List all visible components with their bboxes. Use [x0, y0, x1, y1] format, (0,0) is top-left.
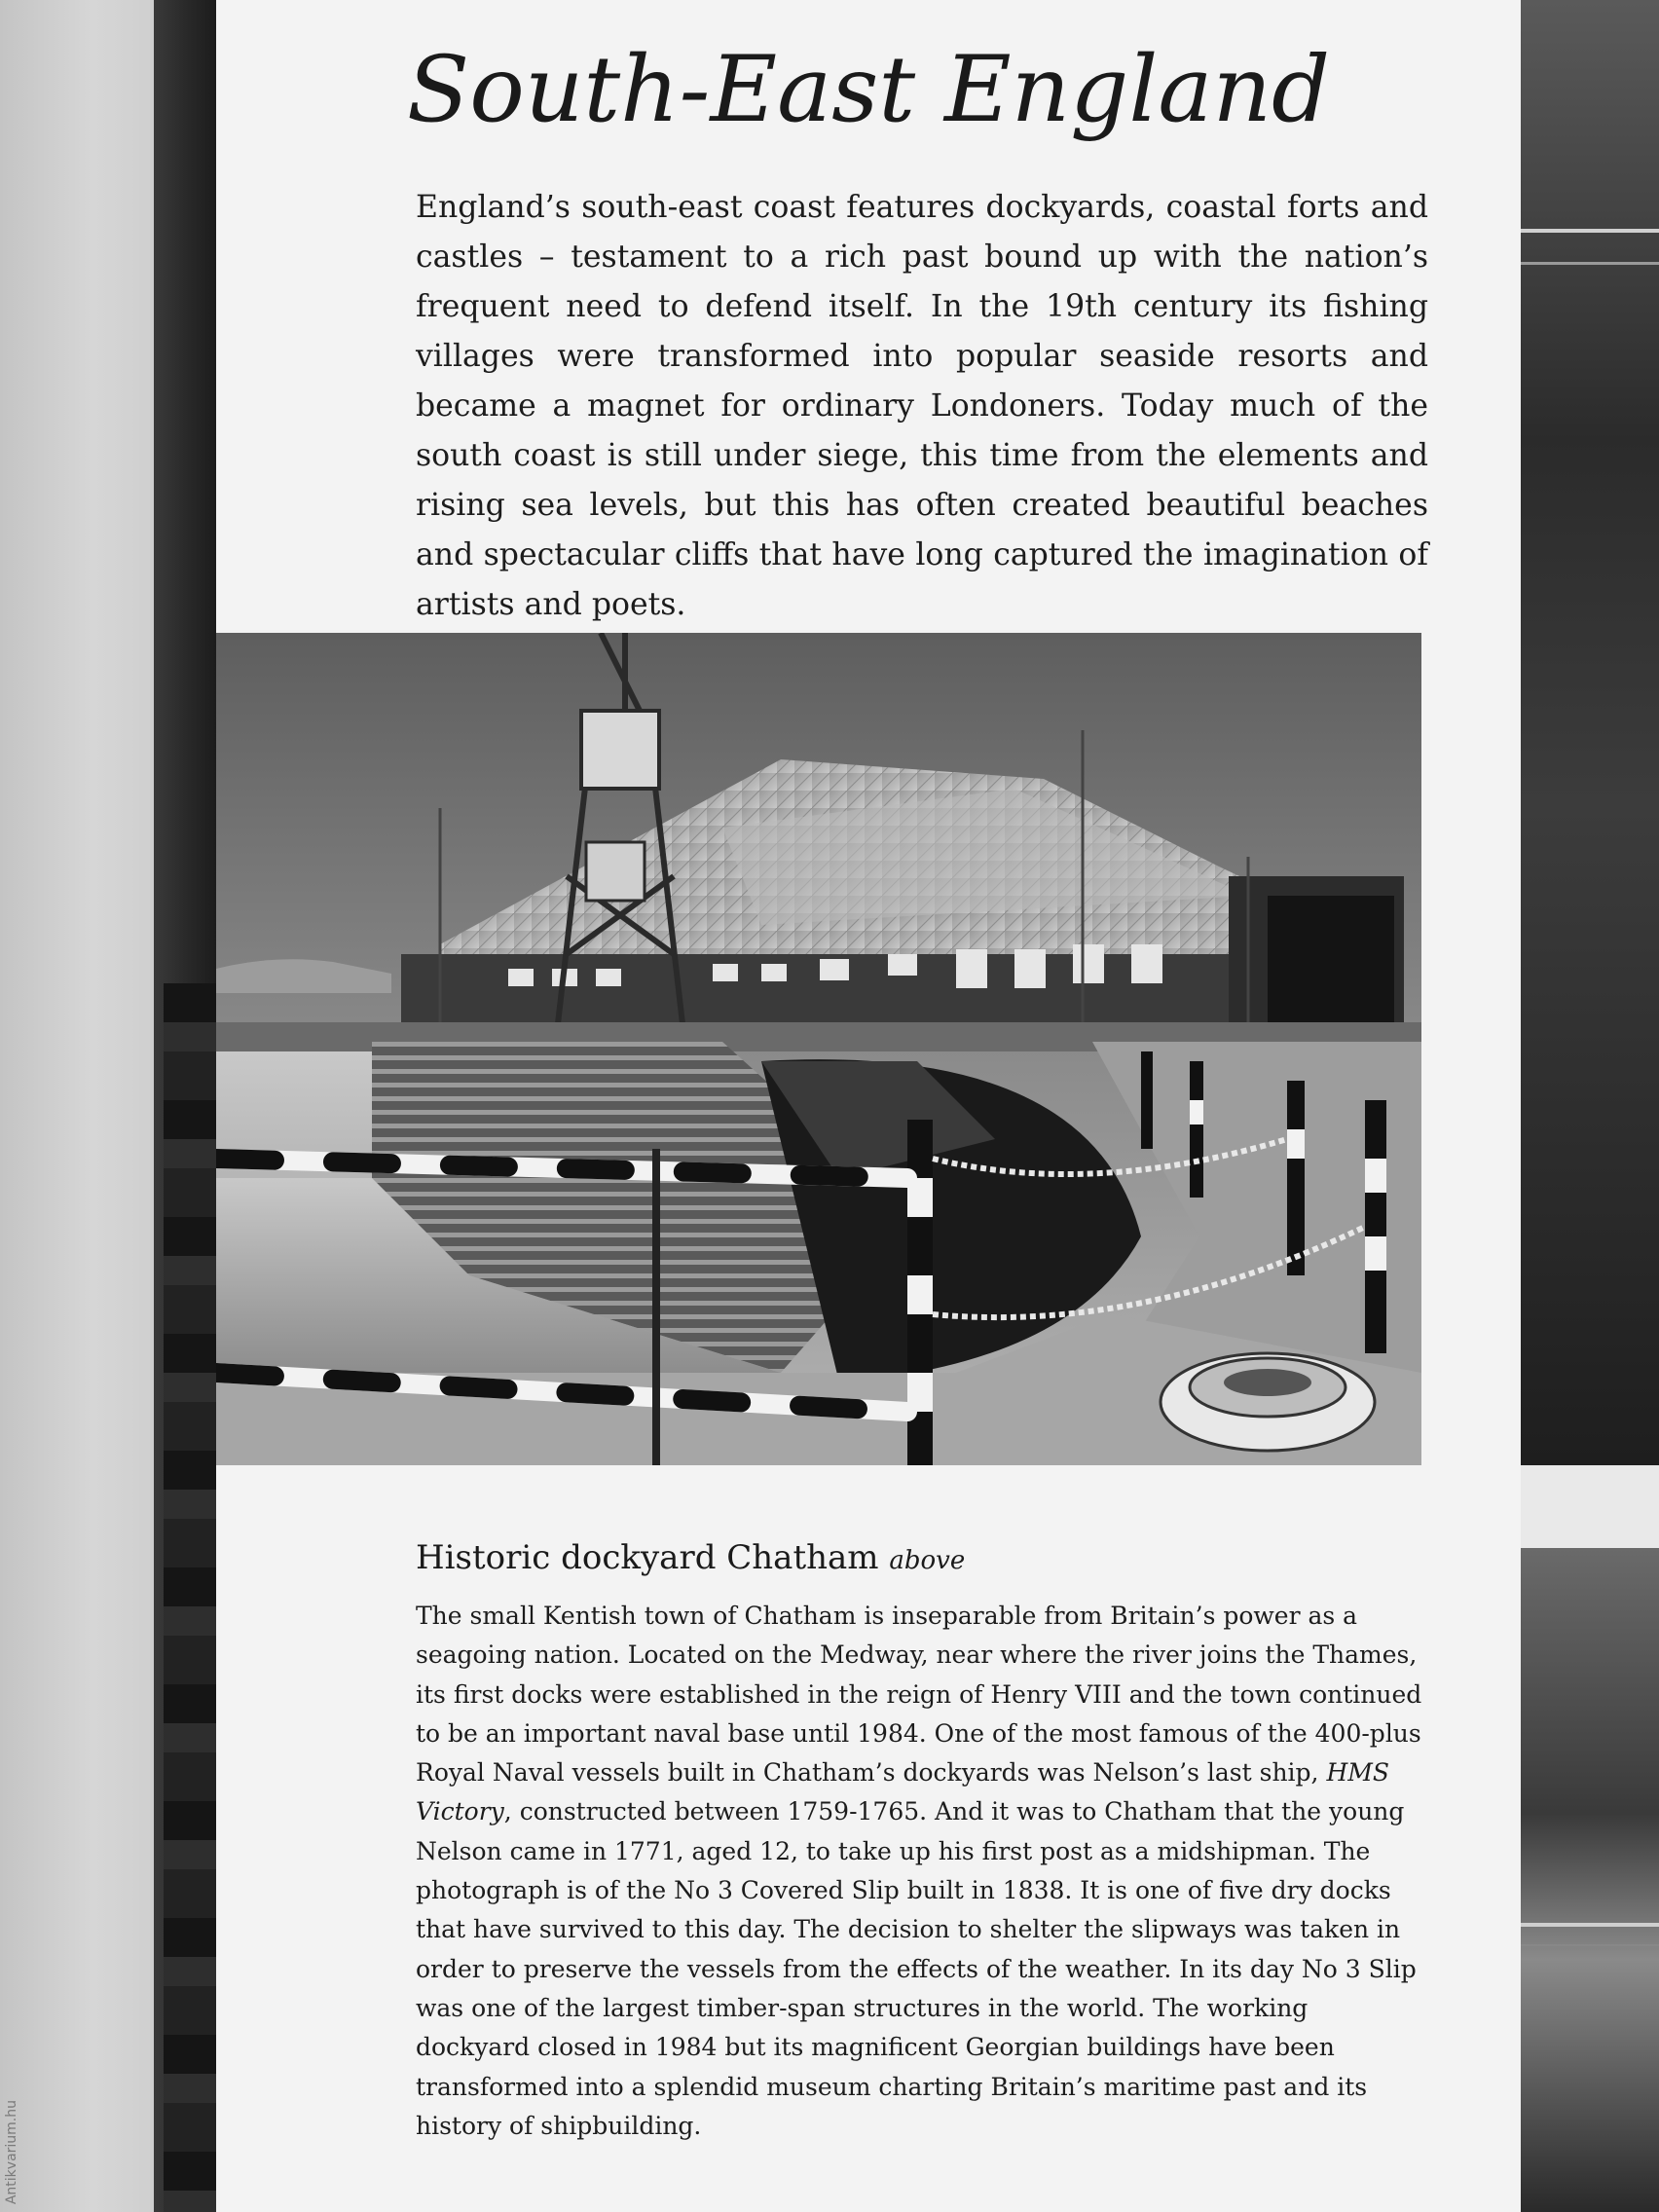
panel-title: South-East England [406, 37, 1331, 143]
caption-heading-text: Historic dockyard Chatham [416, 1538, 879, 1577]
right-panel-bridge-2 [1521, 1923, 1659, 1946]
caption-ship-name: HMS Victory [416, 1758, 1389, 1826]
caption-heading-suffix: above [889, 1546, 966, 1575]
wall-background [0, 0, 154, 2212]
caption-heading [416, 1538, 1428, 1577]
caption-body [416, 1597, 1428, 2146]
caption-body-part-1: The small Kentish town of Chatham is inseparable from Britain’s power as a seagoing nation. Located on the Medway, near where the river joins the Thames, its first docks were established in the reign of Henry VIII and the town continued to be an important naval base until 1984. One of the most famous of the 400-plus Royal Naval vessels built in Chatham’s dockyards was Nelson’s last ship, [416, 1602, 1422, 1788]
right-panel-photo-bottom [1521, 1548, 1659, 2212]
right-panel-bridge [1521, 229, 1659, 265]
right-panel-photo-top [1521, 0, 1659, 1465]
caption-body-part-2: , constructed between 1759-1765. And it was to Chatham that the young Nelson came in 1771, aged 12, to take up his first post as a midshipman. The photograph is of the No 3 Covered Slip built in 1838. It is one of five dry docks that have survived to this day. The decision to shelter the slipways was taken in order to preserve the vessels from the effects of the weather. In its day No 3 Slip was one of the largest timber-span structures in the world. The working dockyard closed in 1984 but its magnificent Georgian buildings have been transformed into a splendid museum charting Britain’s maritime past and its history of shipbuilding. [416, 1797, 1417, 2140]
watermark-text: Antikvarium.hu [4, 2099, 19, 2204]
adjacent-panel-photo [164, 983, 216, 2212]
intro-paragraph: England’s south-east coast features dockyards, coastal forts and castles – testament to a rich past bound up with the nation’s frequent need to defend itself. In the 19th century its fishing villages were transformed into popular seaside resorts and became a magnet for ordinary Londoners. Today much of the south coast is still under siege, this time from the elements and rising sea levels, but this has often created beautiful beaches and spectacular cliffs that have long captured the imagination of artists and poets. [416, 190, 1428, 622]
dockyard-photo [216, 633, 1421, 1465]
